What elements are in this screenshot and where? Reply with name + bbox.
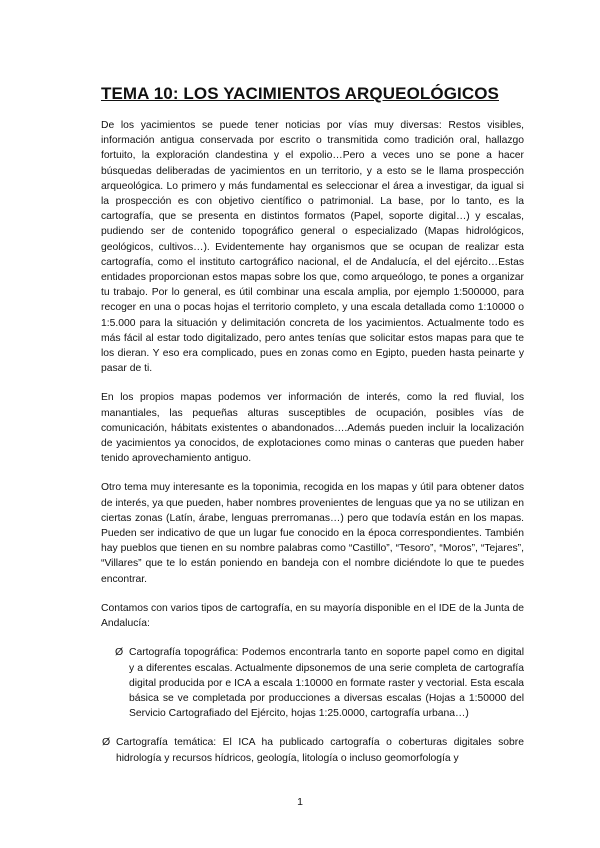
- bullet-text: Cartografía topográfica: Podemos encontrarla tanto en soporte papel como en digital y a diferentes escalas. Actualmente dipsonemos de una serie completa de cartografía digital producida por e ICA a escala 1:10000 en formate raster y vectorial. Esta escala básica se ve completada por producciones a diversas escalas (Hojas a 1:50000 del Servicio Cartografiado del Ejército, hojas 1:25.0000, cartografía urbana…): [129, 647, 524, 720]
- paragraph-cartography-types: Contamos con varios tipos de cartografía, en su mayoría disponible en el IDE de la Junta de Andalucía:: [101, 602, 524, 630]
- document-body: [101, 118, 524, 780]
- page-number: 1: [297, 796, 303, 808]
- bullet-marker-icon: Ø: [115, 646, 124, 659]
- bullet-marker-icon: Ø: [102, 736, 111, 749]
- bullet-item-thematic: [101, 735, 524, 765]
- paragraph-map-info: En los propios mapas podemos ver información de interés, como la red fluvial, los manantiales, las pequeñas alturas susceptibles de ocupación, posibles vías de comunicación, hábitats existentes o abandonados….Además pueden incluir la localización de yacimientos ya conocidos, de explotaciones como minas o canteras que pueden haber tenido aprovechamiento antiguo.: [101, 392, 524, 465]
- paragraph-toponymy: Otro tema muy interesante es la toponimia, recogida en los mapas y útil para obtener datos de interés, ya que pueden, haber nombres provenientes de lenguas que ya no se utilizan en ciertas zonas (Latín, árabe, lenguas prerromanas…) pero que todavía están en los mapas. Pueden ser indicativo de que un lugar fue conocido en la época correspondientes. También hay pueblos que tienen en su nombre palabras como “Castillo”, “Tesoro”, “Moros”, “Tejares”, “Villares” que te lo están poniendo en bandeja con el nombre diciéndote lo que te puedes encontrar.: [101, 482, 524, 585]
- page-title: TEMA 10: LOS YACIMIENTOS ARQUEOLÓGICOS: [100, 84, 499, 103]
- bullet-text: Cartografía temática: El ICA ha publicado cartografía o coberturas digitales sobre hidrología y recursos hídricos, geología, litología o incluso geomorfología y: [116, 737, 524, 764]
- bullet-item-topographic: [101, 645, 524, 721]
- paragraph-intro: De los yacimientos se puede tener noticias por vías muy diversas: Restos visibles, información antigua conservada por escrito o transmitida como tradición oral, hallazgo fortuito, la exploración clandestina y el expolio…Pero a veces uno se pone a hacer búsquedas deliberadas de yacimientos en un territorio, y a esto se le llama prospección arqueológica. Lo primero y más fundamental es seleccionar el área a investigar, da igual si la prospección es con objetivo científico o patrimonial. La base, por lo tanto, es la cartografía, que se presenta en distintos formatos (Papel, soporte digital…) y escalas, pudiendo ser de contenido topográfico general o especializado (Mapas hidrológicos, geológicos, cultivos…). Evidentemente hay organismos que se ocupan de realizar esta cartografía, como el instituto cartográfico nacional, el de Andalucía, el del ejército…Estas entidades proporcionan estos mapas sobre los que, como arqueólogo, te pones a organizar tu trabajo. Por lo general, es útil combinar una escala amplia, por ejemplo 1:500000, para recoger en una o pocas hojas el territorio completo, y una escala detallada como 1:10000 o 1:5.000 para la situación y delimitación concreta de los yacimientos. Actualmente todo es más fácil al estar todo digitalizado, pero antes tenías que solicitar estos mapas para que te los dieran. Y eso era complicado, pues en zonas como en Egipto, pueden hasta peinarte y pasar de ti.: [101, 120, 524, 375]
